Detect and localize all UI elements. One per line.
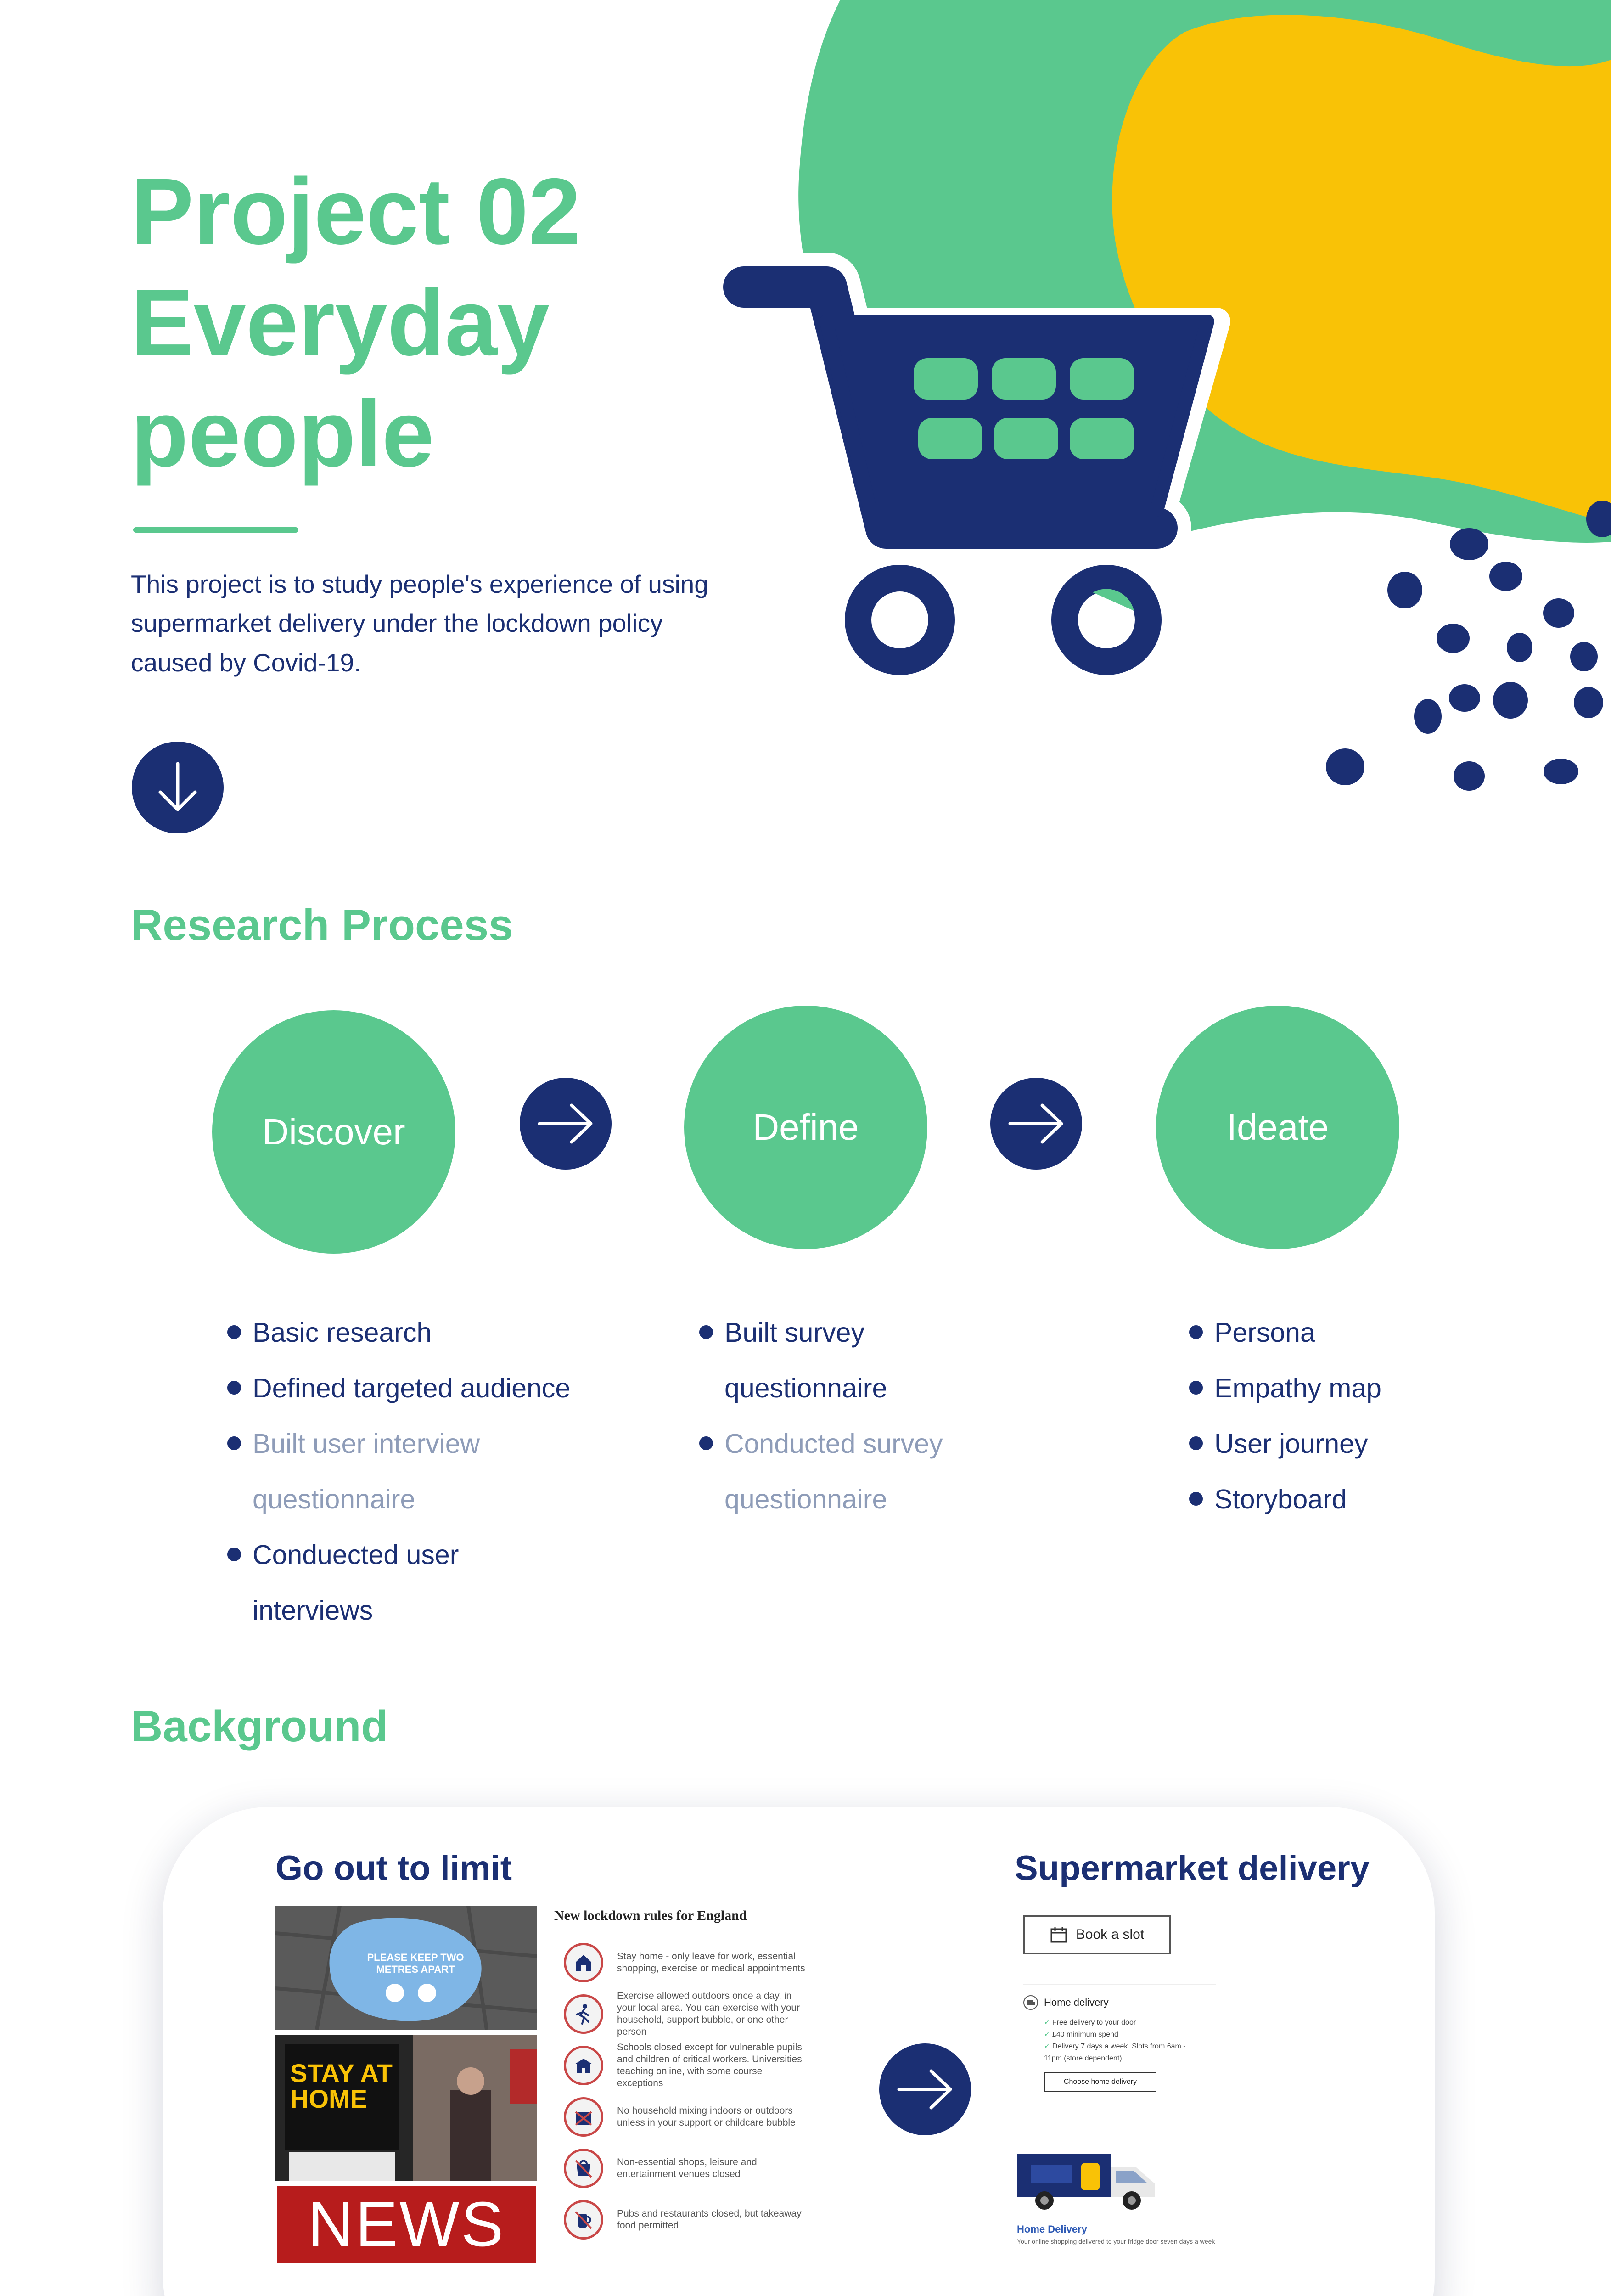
list-item: Defined targeted audience <box>227 1361 576 1416</box>
title-line-3: people <box>131 381 434 486</box>
list-item <box>564 2040 821 2091</box>
arrow-connector-1 <box>520 1078 612 1170</box>
title-line-2: Everyday <box>131 270 550 375</box>
delivery-icon <box>1023 1995 1038 2010</box>
check-icon: ✓ <box>1044 2019 1052 2026</box>
list-item: Conduected user interviews <box>227 1527 576 1638</box>
list-item <box>564 2091 821 2143</box>
check-icon: ✓ <box>1044 2031 1052 2038</box>
van-caption-title: Home Delivery <box>1017 2223 1087 2235</box>
project-title <box>131 156 820 490</box>
hero-illustration <box>689 0 1611 808</box>
list-item <box>564 1988 821 2040</box>
list-item <box>564 1937 821 1988</box>
calendar-icon <box>1050 1925 1068 1944</box>
delivery-van-image <box>1017 2149 1159 2213</box>
arrow-connector-2 <box>990 1078 1082 1170</box>
title-line-1: Project 02 <box>131 159 581 264</box>
home-delivery-title: Home delivery <box>1044 1997 1109 2008</box>
step-ideate <box>1156 1006 1399 1249</box>
running-icon <box>564 1994 603 2034</box>
home-delivery-header <box>1023 1995 1216 2010</box>
news-banner: NEWS <box>277 2186 536 2263</box>
photo-floor-sign <box>275 1906 537 2030</box>
book-slot-button[interactable] <box>1023 1915 1171 1954</box>
list-item: User journey <box>1189 1416 1465 1472</box>
lockdown-rules-list <box>564 1937 821 2245</box>
arrow-down-icon <box>155 760 201 815</box>
stay-at-home-text: STAY AT HOME <box>290 2059 393 2113</box>
arrow-right-icon <box>536 1101 595 1147</box>
pub-icon <box>564 2200 603 2240</box>
define-bullets <box>699 1305 1030 1527</box>
rule-text: Non-essential shops, leisure and entertainment venues closed <box>617 2157 757 2179</box>
title-underline <box>133 527 298 533</box>
discover-bullets <box>227 1305 576 1638</box>
step-discover-label: Discover <box>262 1111 405 1152</box>
photo-stay-at-home <box>275 2035 537 2181</box>
step-define <box>684 1006 927 1249</box>
list-item <box>1044 2017 1216 2029</box>
supermarket-delivery-heading: Supermarket delivery <box>1015 1849 1370 1888</box>
project-intro: This project is to study people's experience of using supermarket delivery under the lockdown policy caused by Covid-19. <box>131 570 708 677</box>
arrow-right-icon <box>1006 1101 1066 1147</box>
arrow-connector-3 <box>879 2043 971 2135</box>
list-item: Built survey questionnaire <box>699 1305 1030 1416</box>
step-ideate-label: Ideate <box>1226 1107 1329 1148</box>
list-item: Basic research <box>227 1305 576 1361</box>
list-item: Empathy map <box>1189 1361 1465 1416</box>
check-icon: ✓ <box>1044 2043 1052 2050</box>
shop-icon <box>564 2149 603 2188</box>
list-item: Conducted survey questionnaire <box>699 1416 1030 1527</box>
home-delivery-panel <box>1023 1984 1216 2122</box>
decorative-dots <box>1326 501 1611 791</box>
lockdown-rules-title: New lockdown rules for England <box>554 1908 747 1923</box>
list-item: Storyboard <box>1189 1472 1465 1527</box>
delivery-item-text: £40 minimum spend <box>1052 2031 1118 2038</box>
rule-text: No household mixing indoors or outdoors unless in your support or childcare bubble <box>617 2105 796 2128</box>
home-delivery-list <box>1044 2017 1216 2065</box>
rule-text: Pubs and restaurants closed, but takeaway food permitted <box>617 2208 802 2231</box>
home-icon <box>564 1943 603 1982</box>
book-slot-label: Book a slot <box>1076 1927 1145 1942</box>
list-item: Persona <box>1189 1305 1465 1361</box>
van-caption: Your online shopping delivered to your fridge door seven days a week <box>1017 2238 1215 2245</box>
list-item <box>1044 2029 1216 2041</box>
list-item <box>564 2143 821 2194</box>
arrow-right-icon <box>895 2066 955 2112</box>
rule-text: Stay home - only leave for work, essential shopping, exercise or medical appointments <box>617 1951 805 1974</box>
research-process-title: Research Process <box>131 900 513 950</box>
delivery-item-text: Free delivery to your door <box>1052 2019 1136 2026</box>
go-out-heading: Go out to limit <box>275 1849 512 1888</box>
rule-text: Exercise allowed outdoors once a day, in your local area. You can exercise with your household, support bubble, or one other person <box>617 1991 800 2037</box>
list-item <box>1044 2041 1196 2065</box>
list-item: Built user interview questionnaire <box>227 1416 576 1527</box>
school-icon <box>564 2046 603 2085</box>
ideate-bullets <box>1189 1305 1465 1527</box>
list-item <box>564 2194 821 2245</box>
background-title: Background <box>131 1702 388 1751</box>
step-discover <box>212 1010 455 1254</box>
household-icon <box>564 2097 603 2137</box>
choose-delivery-button[interactable]: Choose home delivery <box>1044 2072 1156 2092</box>
floor-sign-text: PLEASE KEEP TWO METRES APART <box>367 1952 464 1975</box>
step-define-label: Define <box>752 1107 859 1148</box>
rule-text: Schools closed except for vulnerable pupils and children of critical workers. Universities teaching online, with some course exceptions <box>617 2042 802 2088</box>
delivery-item-text: Delivery 7 days a week. Slots from 6am - 11pm (store dependent) <box>1044 2043 1186 2062</box>
scroll-down-button[interactable] <box>132 742 224 833</box>
